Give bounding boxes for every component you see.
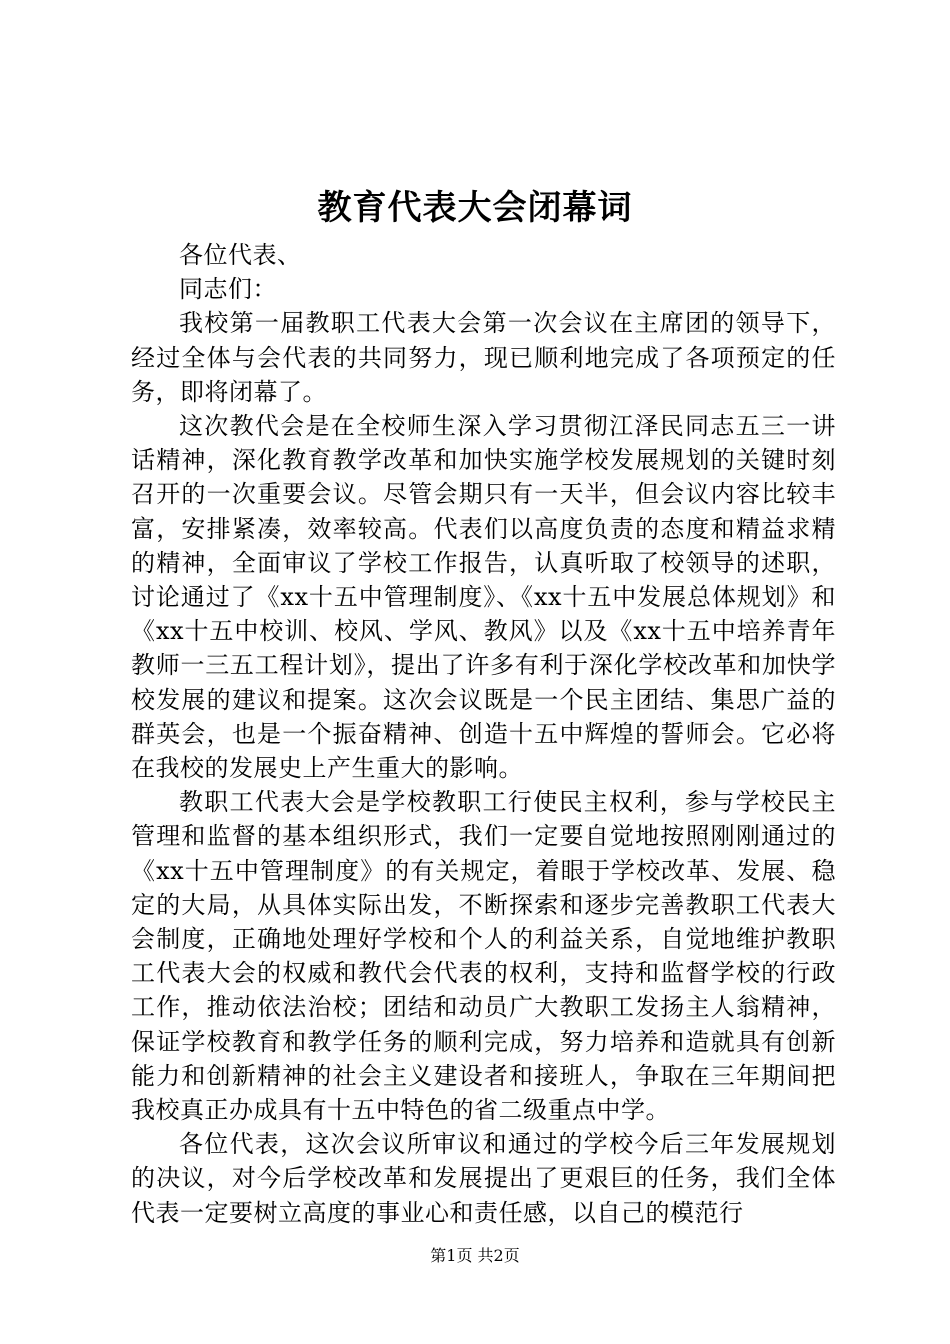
body-paragraph-2: 这次教代会是在全校师生深入学习贯彻江泽民同志五三一讲话精神，深化教育教学改革和加快实施学校发展规划的关键时刻召开的一次重要会议。尽管会期只有一天半，但会议内容比较丰富，安排紧凑，效率较高。代表们以高度负责的态度和精益求精的精神，全面审议了学校工作报告，认真听取了校领导的述职，讨论通过了《xx十五中管理制度》、《xx十五中发展总体规划》和《xx十五中校训、校风、学风、教风》以及《xx十五中培养青年教师一三五工程计划》，提出了许多有利于深化学校改革和加快学校发展的建议和提案。这次会议既是一个民主团结、集思广益的群英会，也是一个振奋精神、创造十五中辉煌的誓师会。它必将在我校的发展史上产生重大的影响。 bbox=[131, 412, 836, 783]
body-paragraph-3: 教职工代表大会是学校教职工行使民主权利，参与学校民主管理和监督的基本组织形式，我们一定要自觉地按照刚刚通过的《xx十五中管理制度》的有关规定，着眼于学校改革、发展、稳定的大局，从具体实际出发，不断探索和逐步完善教职工代表大会制度，正确地处理好学校和个人的利益关系，自觉地维护教职工代表大会的权威和教代会代表的权利，支持和监督学校的行政工作，推动依法治校；团结和动员广大教职工发扬主人翁精神，保证学校教育和教学任务的顺利完成，努力培养和造就具有创新能力和创新精神的社会主义建设者和接班人，争取在三年期间把我校真正办成具有十五中特色的省二级重点中学。 bbox=[131, 788, 836, 1125]
salutation-line-2: 同志们： bbox=[179, 275, 277, 304]
body-paragraph-1: 我校第一届教职工代表大会第一次会议在主席团的领导下，经过全体与会代表的共同努力，现已顺利地完成了各项预定的任务，即将闭幕了。 bbox=[131, 309, 836, 406]
document-title: 教育代表大会闭幕词 bbox=[317, 188, 633, 228]
body-paragraph-4: 各位代表，这次会议所审议和通过的学校今后三年发展规划的决议，对今后学校改革和发展提出了更艰巨的任务，我们全体代表一定要树立高度的事业心和责任感，以自己的模范行 bbox=[131, 1130, 836, 1227]
document-body bbox=[131, 238, 836, 1230]
salutation-line-1: 各位代表、 bbox=[179, 241, 302, 269]
page-footer: 第1页 共2页 bbox=[430, 1246, 520, 1265]
